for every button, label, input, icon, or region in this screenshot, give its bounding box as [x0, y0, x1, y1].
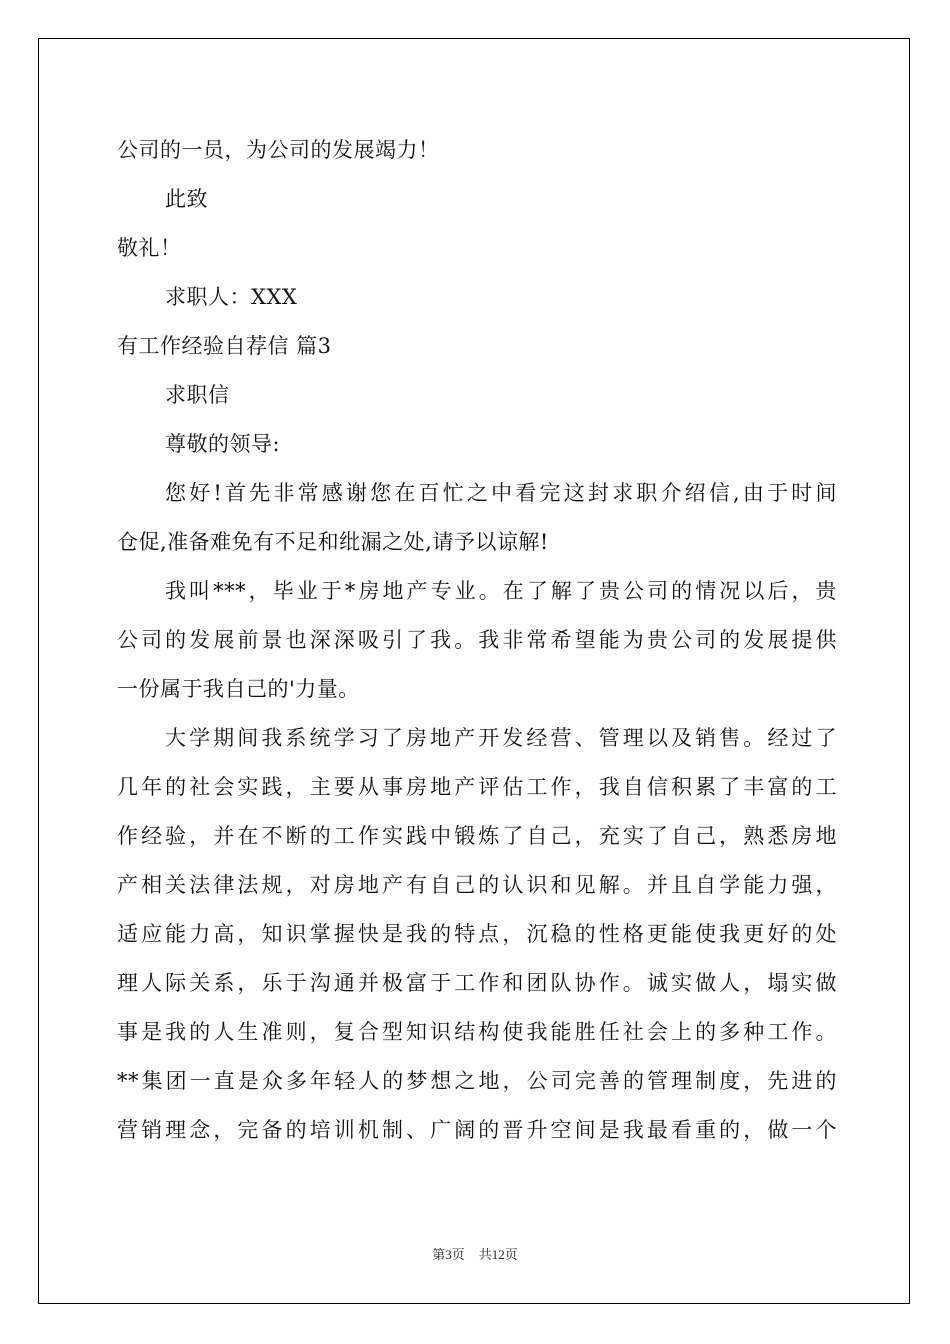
- paragraph-line: 几年的社会实践，主要从事房地产评估工作，我自信积累了丰富的工: [117, 775, 837, 799]
- paragraph-line: 公司的发展前景也深深吸引了我。我非常希望能为贵公司的发展提供: [117, 628, 837, 652]
- paragraph-line: 大学期间我系统学习了房地产开发经营、管理以及销售。经过了: [165, 726, 837, 750]
- text-line: 公司的一员，为公司的发展竭力！: [117, 138, 440, 162]
- closing-salutation: 此致: [165, 187, 208, 211]
- section-heading: 有工作经验自荐信 篇3: [117, 334, 332, 358]
- paragraph-line: 仓促,准备难免有不足和纰漏之处,请予以谅解!: [117, 530, 549, 554]
- paragraph-line: 一份属于我自己的'力量。: [117, 677, 360, 701]
- paragraph-line: 事是我的人生准则，复合型知识结构使我能胜任社会上的多种工作。: [117, 1020, 837, 1044]
- paragraph-line: 作经验，并在不断的工作实践中锻炼了自己，充实了自己，熟悉房地: [117, 824, 837, 848]
- document-body: [117, 126, 837, 1155]
- paragraph-line: 我叫***，毕业于*房地产专业。在了解了贵公司的情况以后，贵: [165, 579, 837, 603]
- greeting: 尊敬的领导:: [165, 432, 281, 456]
- page-total: 共12页: [478, 1247, 518, 1262]
- signature: 求职人：XXX: [165, 285, 298, 309]
- paragraph-line: 理人际关系，乐于沟通并极富于工作和团队协作。诚实做人，塌实做: [117, 971, 837, 995]
- paragraph-line: 营销理念，完备的培训机制、广阔的晋升空间是我最看重的，做一个: [117, 1118, 837, 1142]
- paragraph-line: **集团一直是众多年轻人的梦想之地，公司完善的管理制度，先进的: [117, 1069, 837, 1093]
- paragraph-line: 您好!首先非常感谢您在百忙之中看完这封求职介绍信,由于时间: [165, 481, 837, 505]
- paragraph-line: 适应能力高，知识掌握快是我的特点，沉稳的性格更能使我更好的处: [117, 922, 837, 946]
- page-number: 第3页: [432, 1247, 465, 1262]
- paragraph-line: 产相关法律法规，对房地产有自己的认识和见解。并且自学能力强，: [117, 873, 837, 897]
- page-footer: [0, 1244, 950, 1263]
- closing-regards: 敬礼！: [117, 236, 182, 260]
- letter-title: 求职信: [165, 383, 230, 407]
